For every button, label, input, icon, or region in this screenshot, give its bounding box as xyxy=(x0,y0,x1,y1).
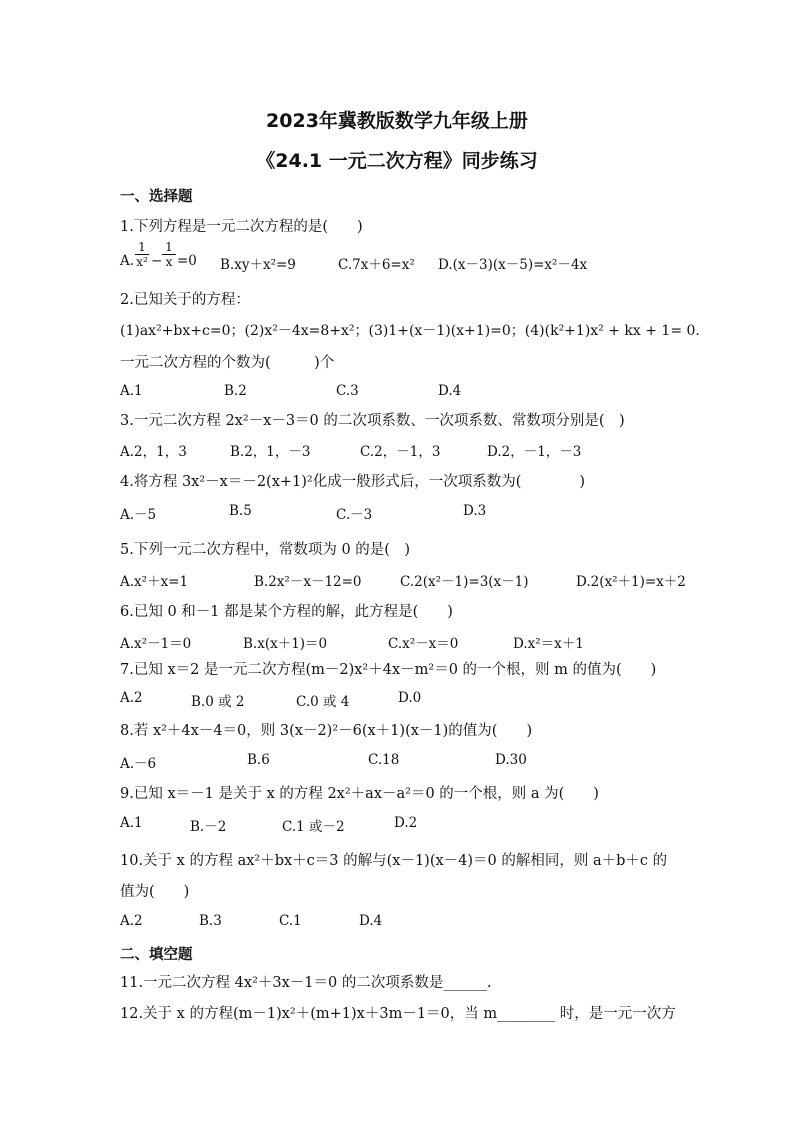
question-9-option-d: D.2 xyxy=(394,815,418,831)
question-9-option-b: B.－2 xyxy=(190,819,227,835)
question-8-option-d: D.30 xyxy=(495,752,527,768)
document-title: 2023年冀教版数学九年级上册 xyxy=(266,110,528,132)
document-subtitle: 《24.1 一元二次方程》同步练习 xyxy=(256,150,538,172)
question-4-option-a: A.－5 xyxy=(120,507,157,523)
question-7-option-a: A.2 xyxy=(120,690,143,706)
question-6-option-a: A.x²－1＝0 xyxy=(120,636,192,652)
question-10-option-b: B.3 xyxy=(199,913,222,929)
question-8-option-c: C.18 xyxy=(368,752,400,768)
question-5-option-a: A.x²＋x=1 xyxy=(120,574,189,590)
question-2-option-b: B.2 xyxy=(224,383,247,399)
question-10-stem: 10.关于 x 的方程 ax²＋bx＋c＝3 的解与(x－1)(x－4)＝0 的解相同，则 a＋b＋c 的 xyxy=(120,853,668,869)
question-7-stem: 7.已知 x＝2 是一元二次方程(m－2)x²＋4x－m²＝0 的一个根，则 m 的值为( ) xyxy=(120,662,657,678)
question-5-option-b: B.2x²－x－12=0 xyxy=(254,574,362,590)
question-1-option-a-fraction-2 xyxy=(162,240,176,269)
question-1-option-b: B.xy＋x²=9 xyxy=(220,257,296,273)
question-4-option-c: C.－3 xyxy=(336,507,373,523)
question-10-option-c: C.1 xyxy=(279,913,302,929)
question-1-option-a-fraction-1 xyxy=(135,240,149,269)
question-5-stem: 5.下列一元二次方程中，常数项为 0 的是( ) xyxy=(120,542,411,558)
question-1-option-c: C.7x＋6=x² xyxy=(338,257,415,273)
question-2-option-a: A.1 xyxy=(120,383,143,399)
question-8-option-a: A.－6 xyxy=(120,756,157,772)
question-1-option-a-rest: =0 xyxy=(177,253,197,269)
question-11-stem: 11.一元二次方程 4x²＋3x－1＝0 的二次项系数是______. xyxy=(120,975,492,991)
question-7-option-d: D.0 xyxy=(398,690,422,706)
question-4-option-d: D.3 xyxy=(463,503,487,519)
question-5-option-c: C.2(x²－1)=3(x－1) xyxy=(400,574,529,590)
fraction-2-numerator: 1 xyxy=(165,240,173,254)
question-10-option-a: A.2 xyxy=(120,913,143,929)
question-1-stem: 1.下列方程是一元二次方程的是( ) xyxy=(120,219,363,235)
question-10-option-d: D.4 xyxy=(359,913,383,929)
question-8-stem: 8.若 x²＋4x－4＝0，则 3(x－2)²－6(x＋1)(x－1)的值为( ) xyxy=(120,723,533,739)
question-3-option-a: A.2，1，3 xyxy=(120,444,187,460)
question-10-continuation: 值为( ) xyxy=(120,884,190,900)
question-3-option-d: D.2，－1，－3 xyxy=(487,444,582,460)
question-3-stem: 3.一元二次方程 2x²－x－3＝0 的二次项系数、一次项系数、常数项分别是( ) xyxy=(120,413,625,429)
question-6-option-b: B.x(x＋1)＝0 xyxy=(243,636,328,652)
section-heading-fill-blank: 二、填空题 xyxy=(120,947,193,963)
question-12-stem: 12.关于 x 的方程(m－1)x²＋(m+1)x＋3m－1＝0，当 m________ 时，是一元一次方 xyxy=(120,1006,676,1022)
question-2-prompt: 一元二次方程的个数为( )个 xyxy=(120,355,335,371)
section-heading-choice: 一、选择题 xyxy=(120,189,193,205)
question-8-option-b: B.6 xyxy=(247,752,270,768)
question-2-option-c: C.3 xyxy=(336,383,359,399)
question-1-option-a-minus: − xyxy=(151,253,163,269)
question-2-equations: (1)ax²+bx+c=0；(2)x²－4x=8+x²；(3)1+(x－1)(x+1)=0；(4)(k²+1)x² + kx + 1= 0. xyxy=(120,323,700,339)
fraction-1-denominator: x² xyxy=(136,255,148,269)
question-7-option-b: B.0 或 2 xyxy=(191,694,245,710)
question-6-stem: 6.已知 0 和－1 都是某个方程的解，此方程是( ) xyxy=(120,604,453,620)
question-2-option-d: D.4 xyxy=(438,383,462,399)
question-4-option-b: B.5 xyxy=(229,503,252,519)
question-3-option-c: C.2，－1，3 xyxy=(360,444,441,460)
question-1-option-d: D.(x－3)(x－5)=x²－4x xyxy=(438,257,588,273)
question-4-stem: 4.将方程 3x²－x＝－2(x+1)²化成一般形式后，一次项系数为( ) xyxy=(120,474,586,490)
fraction-1-numerator: 1 xyxy=(138,240,146,254)
question-9-option-c: C.1 或－2 xyxy=(282,819,345,835)
question-6-option-c: C.x²－x＝0 xyxy=(388,636,459,652)
question-1-option-a-prefix: A. xyxy=(120,253,135,269)
question-5-option-d: D.2(x²＋1)=x＋2 xyxy=(576,574,686,590)
fraction-2-denominator: x xyxy=(165,255,173,269)
question-9-stem: 9.已知 x＝－1 是关于 x 的方程 2x²＋ax－a²＝0 的一个根，则 a 为( ) xyxy=(120,786,599,802)
question-9-option-a: A.1 xyxy=(120,815,143,831)
question-3-option-b: B.2，1，－3 xyxy=(230,444,311,460)
question-6-option-d: D.x²＝x＋1 xyxy=(513,636,584,652)
question-2-stem: 2.已知关于的方程： xyxy=(120,292,250,308)
question-7-option-c: C.0 或 4 xyxy=(296,694,350,710)
